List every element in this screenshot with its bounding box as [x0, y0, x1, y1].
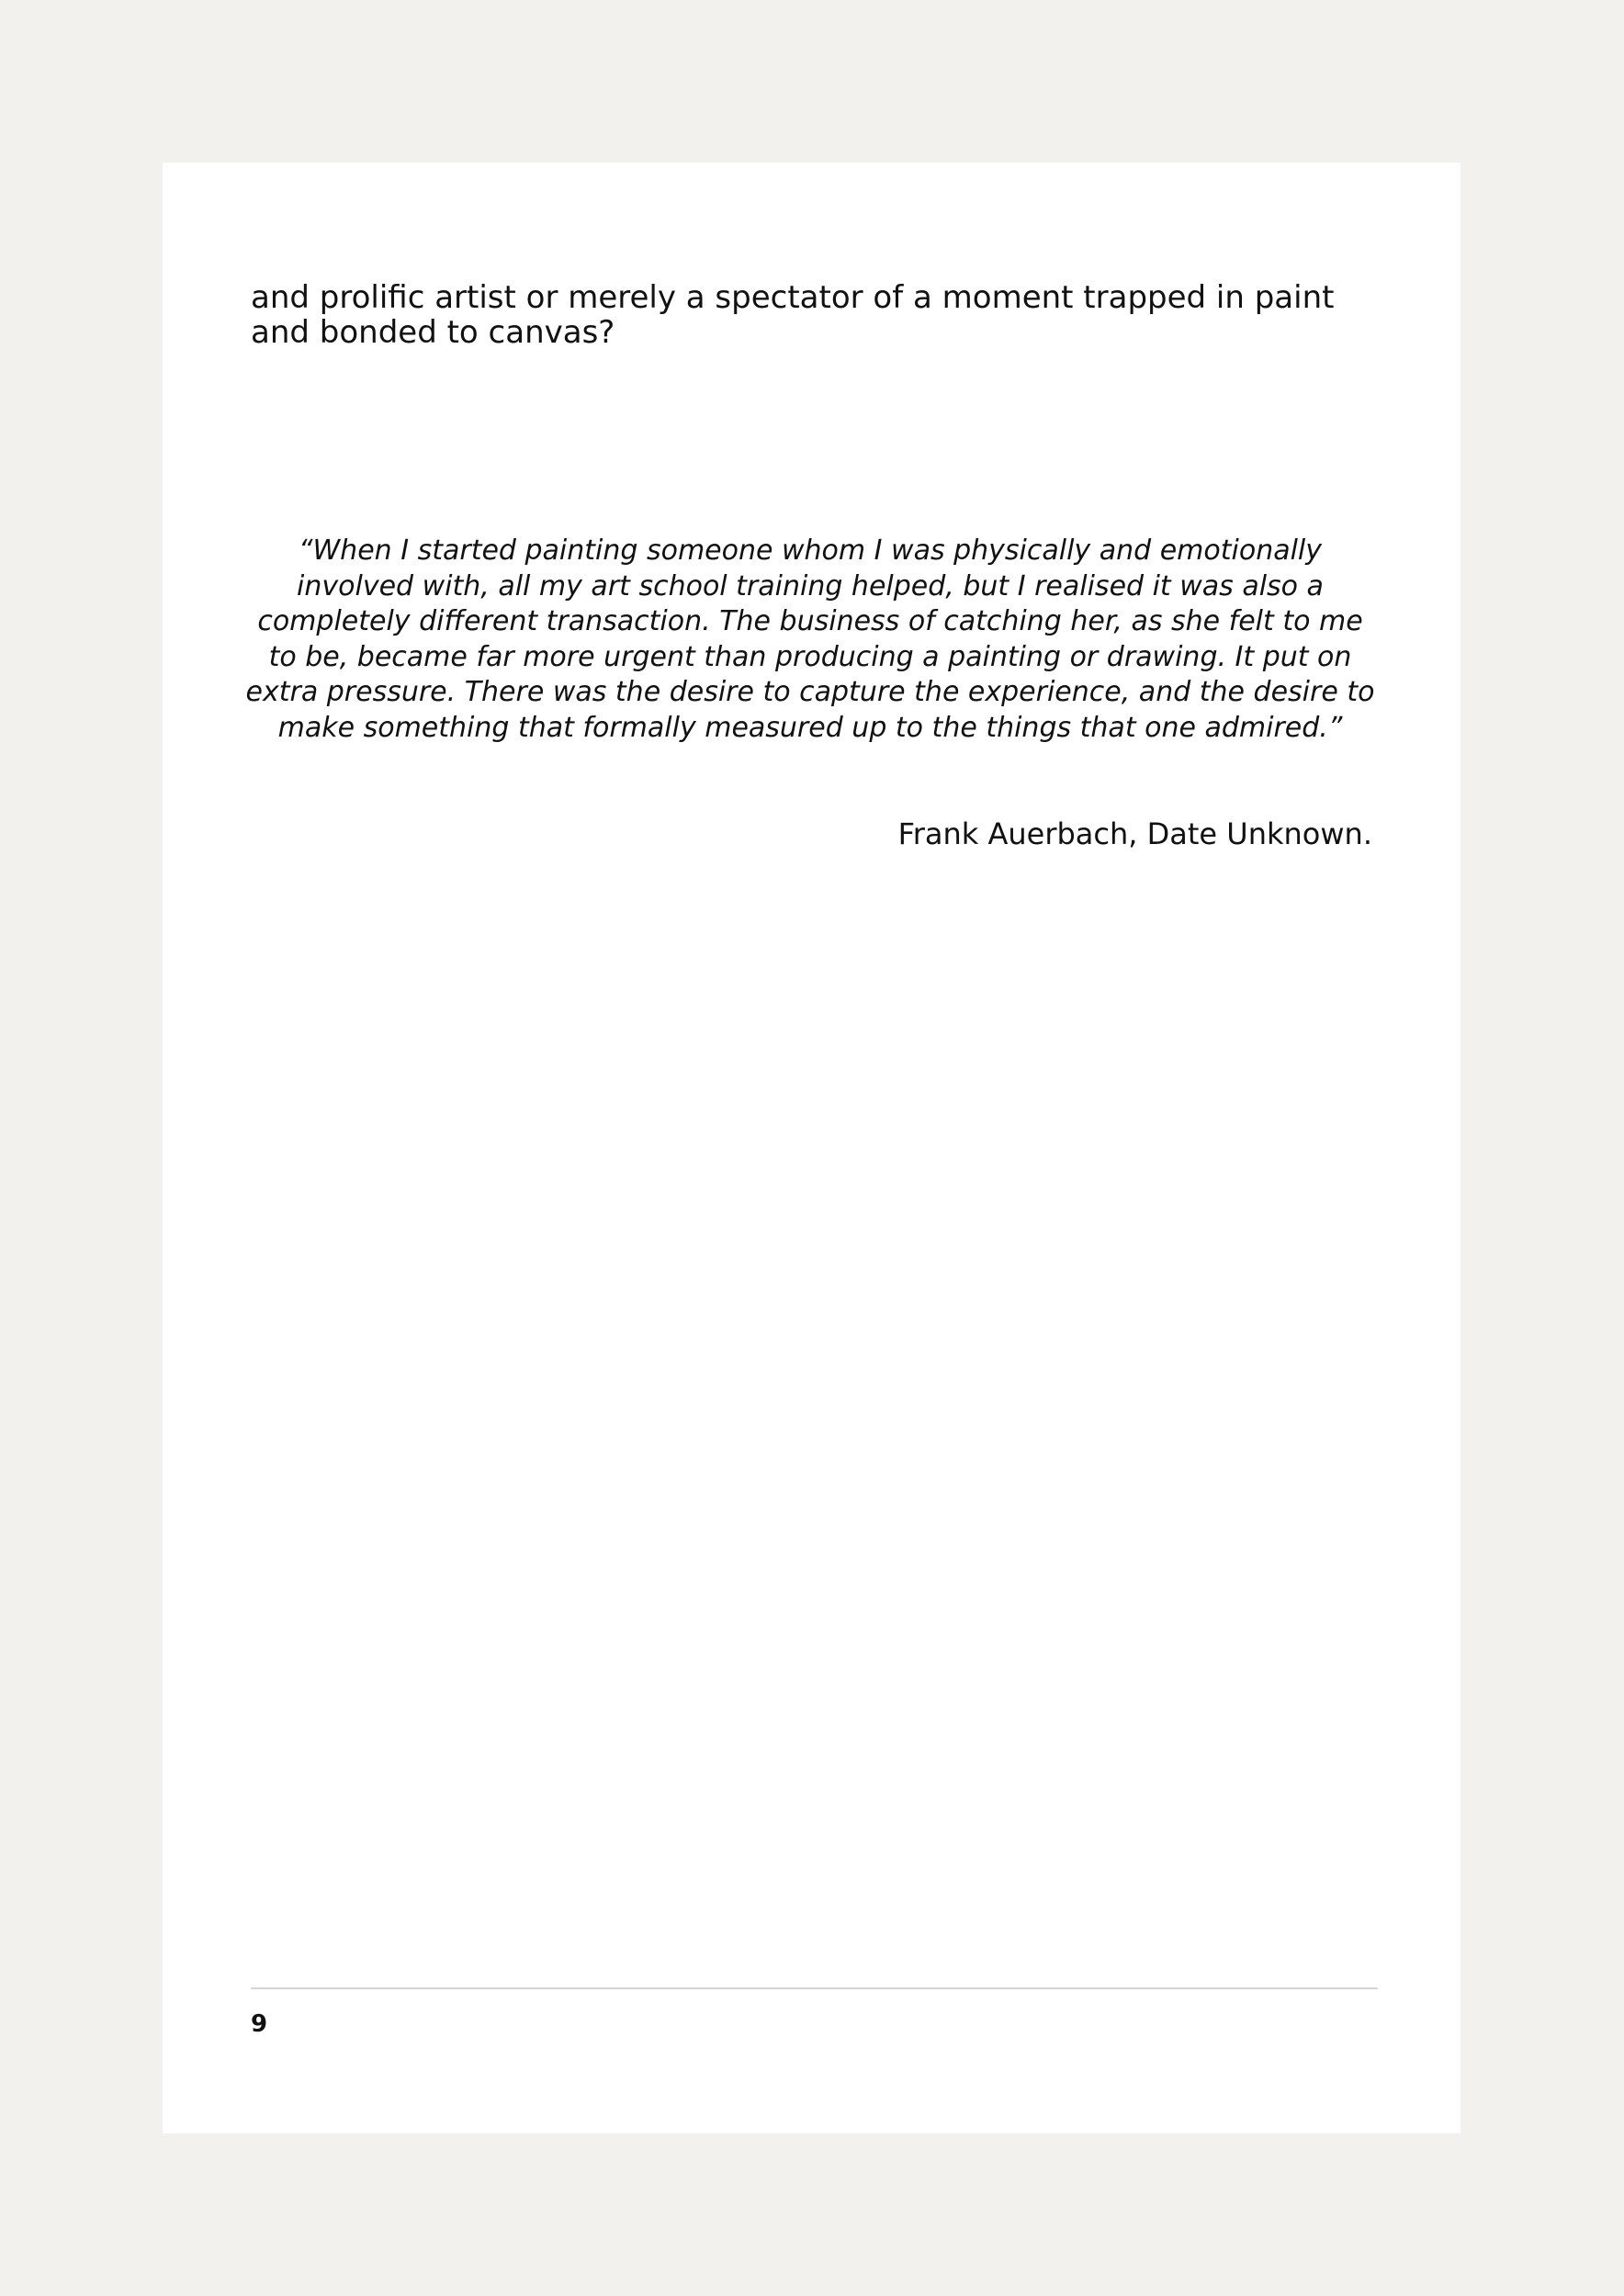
document-page	[163, 163, 1460, 2133]
footer-divider	[251, 1987, 1378, 1989]
quote-attribution: Frank Auerbach, Date Unknown.	[897, 816, 1372, 851]
block-quote: “When I started painting someone whom I was physically and emotionally involved with, all my art school training helped, but I realised it was also a completely different transaction. The business of catching her, as she felt to me to be, became far more urgent than producing a painting or drawing. It put on extra pressure. There was the desire to capture the experience, and the desire to make something that formally measured up to the things that one admired.”	[245, 535, 1375, 744]
page-number: 9	[251, 2010, 268, 2038]
body-paragraph: and prolific artist or merely a spectator of a moment trapped in paint and bonded to canvas?	[251, 279, 1335, 351]
